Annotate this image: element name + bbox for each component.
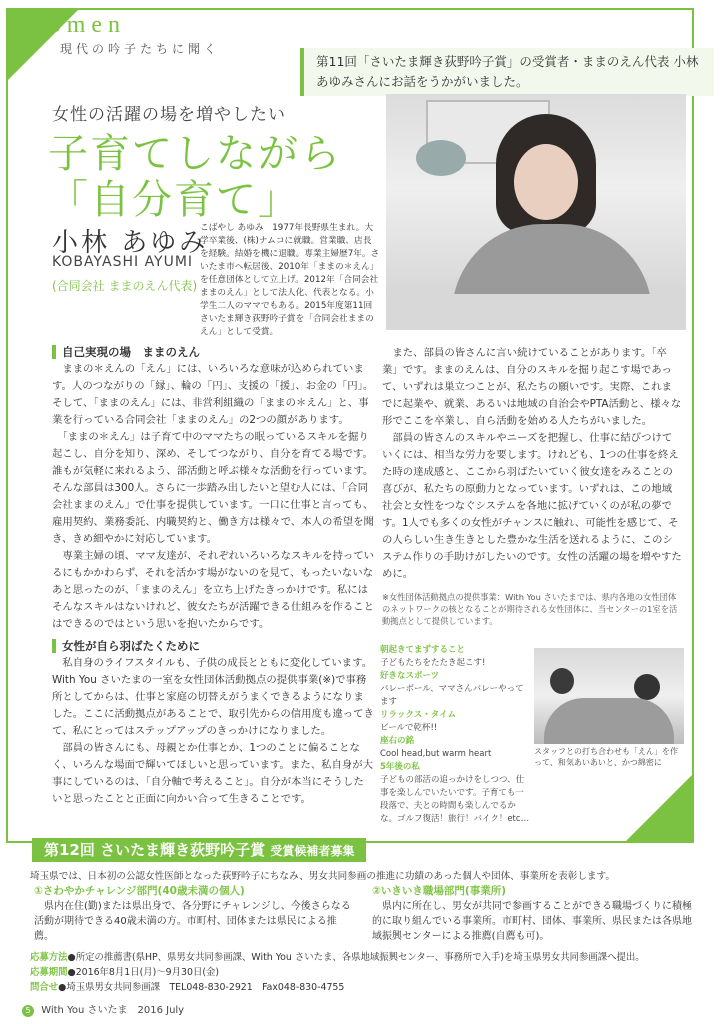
paragraph: また、部員の皆さんに言い続けていることがあります。「卒業」です。ままのえんは、自分のスキルを掘り起こす場であって、いずれは巣立つことが、私たちの願いです。実際、これまでに起業や、就業、あるいは地域の自治会やPTA活動と、様々な形でここを卒業し、自ら活動を始める人たちがいました。 [382,347,682,427]
category-body: 県内に所在し、男女が共同で参画することができる職場づくりに積極的に取り組んでいる事業所。市町村、団体、事業所、県民または各県地域振興センターによる推薦(自薦も可)。 [372,901,692,942]
page-number: 5 [22,1005,34,1017]
headline-line1: 子育てしながら [48,131,342,177]
person-company: (合同会社 ままのえん代表) [52,279,198,293]
period-row: 応募期間●2016年8月1日(月)～9月30日(金) [30,967,220,978]
category-title: ②いきいき職場部門(事業所) [372,885,506,897]
category-body: 県内在住(勤)または県出身で、各分野にチャレンジし、今後さらなる活動が期待できる40歳未満の方。市町村、団体または県民による推薦。 [34,901,351,942]
qa-item: 5年後の私 子どもの部活の追っかけをしつつ、仕事を楽しんでいたいです。子育ても一段落で、夫との時間も楽しんでるかな。ゴルフ復活！旅行！バイク！etc… [380,762,530,824]
article-left-column [52,345,374,808]
person-bio: こばやし あゆみ 1977年長野県生まれ。大学卒業後、(株)ナムコに就職。営業職、店長を経験。結婚を機に退職。専業主婦歴7年。さいたま市へ転居後、2010年「ままの＊えん」を任意団体として立上げ。2012年「合同会社ままのえん」として法人化、代表となる。小学生二人のママでもある。2015年度第11回さいたま輝き荻野吟子賞を「合同会社ままのえん」として受賞。 [200,223,380,337]
page-footer [22,1001,184,1017]
person-name-en: KOBAYASHI AYUMI [52,254,194,270]
paragraph: 部員の皆さんのスキルやニーズを把握し、仕事に結びつけていくには、相当な労力を要します。けれども、1つの仕事を終えた時の達成感と、ここから羽ばたいていく彼女達をみることの喜びが、私たちの原動力となっています。いずれは、この地域社会と女性をつなぐシステムを各地に拡げていくのが私の夢です。1人でも多くの女性がチャンスに触れ、可能性を感じて、その人らしい生き生きとした豊かな生活を送れるように、このシステム作りの手助けがしたいのです。女性の活躍の場を増やすために。 [382,432,682,580]
footnote: ※女性団体活動拠点の提供事業：With You さいたまでは、県内各地の女性団体のネットワークの核となることが期待される女性団体に、当センターの1室を活動拠点として提供しています。 [382,592,678,626]
paragraph: 「ままの＊えん」は子育て中のママたちの眠っているスキルを掘り起こし、自分を知り、深め、そしてつながり、自分を育てる場です。誰もが気軽に来れるよう、部活動と呼ぶ様々な活動を行っています。そんな部員は300人。さらに一歩踏み出したいと望む人には、「合同会社ままのえん」で仕事を提供しています。一口に仕事と言っても、雇用契約、業務委託、内職契約と、働き方は様々で、本人の希望を聞き、きめ細やかに対応しています。 [52,431,374,545]
section-heading: 自己実現の場 ままのえん [52,345,374,359]
section-subtitle: 現代の吟子たちに聞く [60,42,221,56]
interview-intro: 第11回「さいたま輝き荻野吟子賞」の受賞者・ままのえん代表 小林あゆみさんにお話をうかがいました。 [300,48,714,96]
article-right-column [382,345,682,627]
qa-item: リラックス・タイム ビールで乾杯!! [380,710,457,733]
qa-item: 座右の銘 Cool head,but warm heart [380,736,492,759]
paragraph: 部員の皆さんにも、母親とか仕事とか、1つのことに偏ることなく、いろんな場面で輝いてほしいと思っています。また、私自身が大事にしているのは、「自分軸で考えること」。自分が本当にそうしたいと思ったことと正面に向かい合って生きることです。 [52,742,374,805]
recruit-banner-sub: 受賞候補者募集 [270,844,355,858]
category-2 [372,884,692,944]
meeting-photo [534,648,684,744]
footer-text: With You さいたま 2016 July [41,1005,185,1016]
recruit-banner [32,838,366,862]
category-title: ①さわやかチャレンジ部門(40歳未満の個人) [34,885,245,897]
section-heading: 女性が自ら羽ばたくために [52,639,374,653]
qa-item: 好きなスポーツ バレーボール、ママさんバレーやってます [380,671,524,707]
recruit-intro: 埼玉県では、日本初の公認女性医師となった荻野吟子にちなみ、男女共同参画の推進に功績のあった個人や団体、事業所を表彰します。 [30,871,615,882]
application-info [30,950,700,995]
paragraph: 私自身のライフスタイルも、子供の成長とともに変化しています。With You さいたまの一室を女性団体活動拠点の提供事業(※)で事務所としてからは、仕事と家庭の切替えがうまくできるようになりました。ここに活動拠点があることで、取引先からの信用度も違ってきて、私にとってはステップアップのきっかけになりました。 [52,657,374,737]
category-1 [34,884,354,944]
paragraph: ままの＊えんの「えん」には、いろいろな意味が込められています。人のつながりの「縁」、輪の「円」、支援の「援」、お金の「円」。そして、「ままのえん」には、非営利組織の「ままの＊えん」と、事業を行っている合同会社「ままのえん」の2つの顔があります。 [52,363,374,426]
photo-caption: スタッフとの打ち合わせも「えん」を作って、和気あいあいと、かつ綿密に [534,747,678,767]
headline-line2: 「自分育て」 [48,177,300,223]
qa-list [380,644,530,826]
portrait-photo [386,94,686,330]
headline-small: 女性の活躍の場を増やしたい [52,105,286,125]
person-name-jp: 小林 あゆみ [52,228,209,258]
method-row: 応募方法●所定の推薦書(県HP、県男女共同参画課、With You さいたま、各県地域振興センター、事務所で入手)を埼玉県男女共同参画課へ提出。 [30,952,645,963]
section-title: Women [22,12,127,38]
paragraph: 専業主婦の頃、ママ友達が、それぞれいろいろなスキルを持っているにもかかわらず、それを活かす場がないのを見て、もったいないなあと思ったのが、「ままのえん」を立ち上げたきっかけです。私にはそんなスキルはないけれど、彼女たちが活躍できる仕組みを作ることはできるのではという思いを抱いたからです。 [52,550,375,630]
qa-item: 朝起きてまずすること 子どもたちをたたき起こす! [380,645,486,668]
corner-decoration [624,773,694,843]
recruit-banner-main: 第12回 さいたま輝き荻野吟子賞 [44,841,266,859]
contact-row: 問合せ●埼玉県男女共同参画課 TEL048-830-2921 Fax048-830-4755 [30,982,345,993]
